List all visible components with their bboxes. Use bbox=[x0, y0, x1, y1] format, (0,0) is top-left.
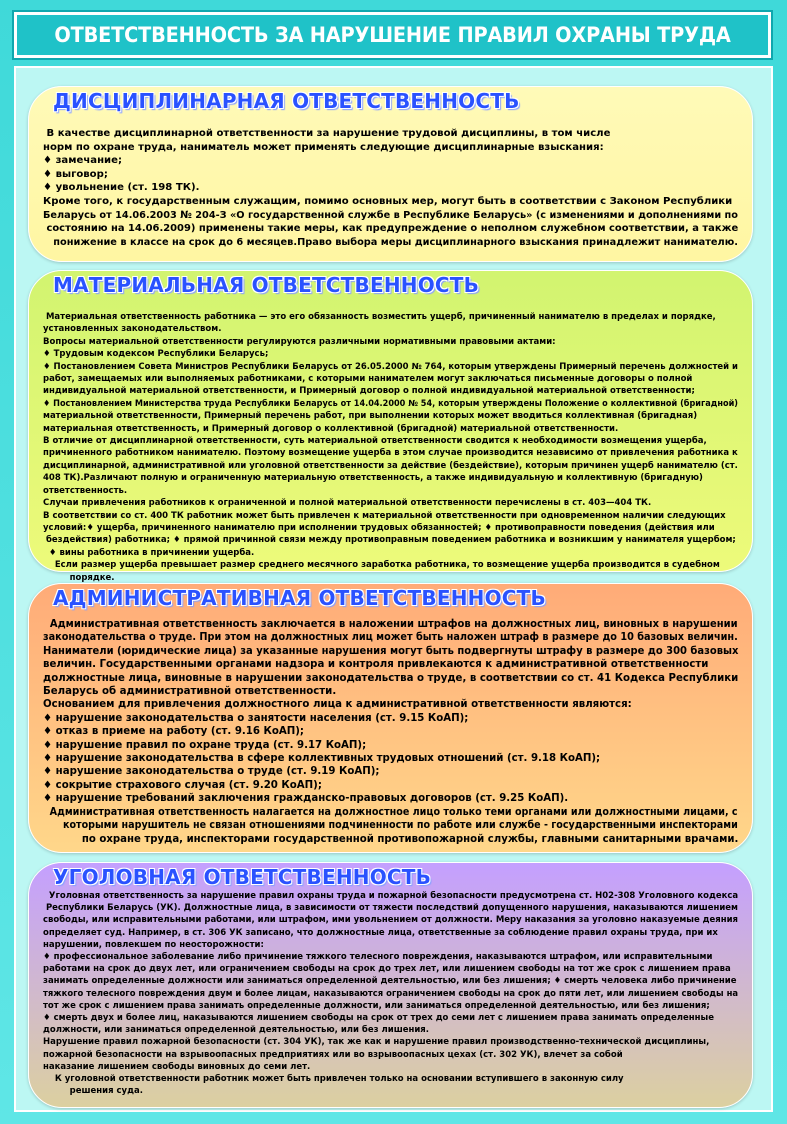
text-line: величин. Государственными органами надзора и контроля привлекаются к административной ответственности bbox=[43, 659, 709, 671]
page-title: ОТВЕТСТВЕННОСТЬ ЗА НАРУШЕНИЕ ПРАВИЛ ОХРАНЫ ТРУДА bbox=[54, 23, 731, 47]
section-body bbox=[43, 127, 738, 249]
section-heading: МАТЕРИАЛЬНАЯ ОТВЕТСТВЕННОСТЬ bbox=[53, 273, 480, 297]
text-line: которыми нарушитель не связан отношениями подчиненности по работе или службе - государственными инспекторами bbox=[43, 820, 738, 832]
text-line: ♦ нарушение законодательства в сфере коллективных трудовых отношений (ст. 9.18 КоАП); bbox=[43, 753, 601, 765]
text-line: Кроме того, к государственным служащим, помимо основных мер, могут быть в соответствии с Законом Республики bbox=[43, 195, 733, 207]
text-line: должности, или заниматься определенной деятельностью, или без лишения. bbox=[43, 1025, 429, 1036]
text-line: тот же срок с лишением права занимать определенные должности, или заниматься определенной деятельностью, или без лишения; bbox=[43, 1000, 710, 1011]
text-line: решения суда. bbox=[43, 1086, 143, 1097]
text-line: Республики Беларусь (УК). Должностные лица, в зависимости от тяжести последствий допущенного нарушения, наказываются лишением bbox=[43, 903, 738, 914]
section-body bbox=[43, 890, 738, 1097]
text-line: ♦ нарушение законодательства о занятости населения (ст. 9.15 КоАП); bbox=[43, 712, 469, 724]
text-line: ответственность. bbox=[43, 485, 128, 496]
text-line: Уголовная ответственность за нарушение правил охраны труда и пожарной безопасности предусмотрена ст. Н02-308 Уголовного кодекса bbox=[43, 891, 739, 901]
text-line: В качестве дисциплинарной ответственности за нарушение трудовой дисциплины, в том числе bbox=[43, 128, 611, 139]
text-line: ♦ сокрытие страхового случая (ст. 9.20 КоАП); bbox=[43, 779, 322, 791]
text-line: ♦ выговор; bbox=[43, 168, 108, 180]
text-line: Административная ответственность заключается в наложении штрафов на должностных лиц, виновных в нарушении bbox=[43, 619, 738, 630]
section-body bbox=[43, 618, 738, 846]
text-line: материальной ответственности, Примерный перечень работ, при выполнении которых может вводиться коллективная (бригадная) bbox=[43, 411, 698, 422]
text-line: индивидуальной материальной ответственности, и Примерный договор о полной индивидуальной материальной ответственности; bbox=[43, 386, 695, 397]
text-line: Если размер ущерба превышает размер среднего месячного заработка работника, то возмещение ущерба производится в судебном bbox=[43, 560, 720, 571]
text-line: ♦ замечание; bbox=[43, 155, 123, 167]
text-line: Нарушение правил пожарной безопасности (ст. 304 УК), так же как и нарушение правил производственно-технической дисциплины, bbox=[43, 1037, 710, 1048]
section-administrative bbox=[28, 583, 753, 853]
text-line: ♦ смерть двух и более лиц, наказываются лишением свободы на срок от трех до семи лет с лишением права занимать определенные bbox=[43, 1013, 714, 1024]
text-line: работами на срок до двух лет, или ограничением свободы на срок до трех лет, или лишением свободы на тот же срок с лишением права bbox=[43, 964, 731, 975]
section-heading: ДИСЦИПЛИНАРНАЯ ОТВЕТСТВЕННОСТЬ bbox=[53, 89, 520, 113]
text-line: работ, замещаемых или выполняемых работниками, с которыми нанимателем могут заключаться письменные договоры о полной bbox=[43, 374, 693, 385]
section-heading: УГОЛОВНАЯ ОТВЕТСТВЕННОСТЬ bbox=[53, 865, 432, 889]
text-line: бездействия) работника; ♦ прямой причинной связи между противоправным поведением работника и возникшим у нанимателя ущербом; bbox=[43, 535, 736, 546]
text-line: ♦ профессиональное заболевание либо причинение тяжкого телесного повреждения, наказываются штрафом, или исправительными bbox=[43, 952, 713, 963]
text-line: ♦ отказ в приеме на работу (ст. 9.16 КоАП); bbox=[43, 726, 304, 738]
text-line: Беларусь от 14.06.2003 № 204-З «О государственной службе в Республике Беларусь» (с изменениями и дополнениями по bbox=[43, 209, 738, 221]
text-line: ♦ Трудовым кодексом Республики Беларусь; bbox=[43, 349, 269, 360]
text-line: ♦ нарушение законодательства о труде (ст. 9.19 КоАП); bbox=[43, 766, 380, 778]
text-line: Материальная ответственность работника — это его обязанность возместить ущерб, причиненный нанимателю в пределах и порядке, bbox=[43, 312, 716, 322]
text-line: Административная ответственность налагается на должностное лицо только теми органами или должностными лицами, с bbox=[43, 806, 738, 818]
section-material bbox=[28, 270, 753, 583]
text-line: по охране труда, инспекторами государственной противопожарной службы, главными санитарными врачами. bbox=[43, 833, 739, 845]
text-line: норм по охране труда, наниматель может применять следующие дисциплинарные взыскания: bbox=[43, 141, 604, 153]
text-line: Наниматели (юридические лица) за указанные нарушения могут быть подвергнуты штрафу в размере до 300 базовых bbox=[43, 645, 739, 657]
text-line: порядке. bbox=[43, 572, 115, 583]
text-line: занимать определенные должности или заниматься определенной деятельностью, или без лишения; ♦ смерть человека либо причинение bbox=[43, 976, 737, 987]
text-line: должностные лица, виновные в нарушении законодательства о труде, в соответствии со ст. 41 Кодекса Республики bbox=[43, 672, 739, 684]
text-line: ♦ вины работника в причинении ущерба. bbox=[43, 547, 255, 558]
section-criminal bbox=[28, 862, 753, 1108]
text-line: тяжкого телесного повреждения двум и более лицам, наказываются ограничением свободы на срок до пяти лет, или лишением свободы на bbox=[43, 988, 739, 999]
text-line: состоянию на 14.06.2009) применены такие меры, как предупреждение о неполном служебном соответствии, а также bbox=[43, 223, 739, 235]
text-line: 408 ТК).Различают полную и ограниченную материальную ответственность, а также индивидуальную и коллективную (бригадную) bbox=[43, 473, 703, 484]
text-line: ♦ увольнение (ст. 198 ТК). bbox=[43, 182, 200, 194]
text-line: определяет суд. Например, в ст. 306 УК записано, что должностные лица, ответственные за соблюдение правил охраны труда, при их bbox=[43, 927, 718, 938]
text-line: ♦ нарушение требований заключения гражданско-правовых договоров (ст. 9.25 КоАП). bbox=[43, 793, 569, 805]
text-line: В отличие от дисциплинарной ответственности, суть материальной ответственности сводится к необходимости возмещения ущерба, bbox=[43, 436, 707, 447]
text-line: условий:♦ ущерба, причиненного нанимателю при исполнении трудовых обязанностей; ♦ противоправности поведения (действия или bbox=[43, 522, 715, 533]
text-line: наказание лишением свободы виновных до семи лет. bbox=[43, 1061, 311, 1072]
text-line: Вопросы материальной ответственности регулируются различными нормативными правовыми актами: bbox=[43, 336, 556, 347]
text-line: Основанием для привлечения должностного лица к административной ответственности являются: bbox=[43, 699, 632, 711]
text-line: ♦ Постановлением Совета Министров Республики Беларусь от 26.05.2000 № 764, которым утверждены Примерный перечень должностей и bbox=[43, 361, 738, 372]
text-line: установленных законодательством. bbox=[43, 324, 222, 335]
text-line: материальная ответственность, и Примерный договор о коллективной (бригадной) материальной ответственности. bbox=[43, 423, 619, 434]
section-body bbox=[43, 311, 738, 584]
text-line: ♦ Постановлением Министерства труда Республики Беларусь от 14.04.2000 № 54, которым утверждены Положение о коллективной (бригадной) bbox=[43, 398, 739, 409]
text-line: пожарной безопасности на взрывоопасных предприятиях или во взрывоопасных цехах (ст. 302 УК), влечет за собой bbox=[43, 1049, 623, 1060]
text-line: В соответствии со ст. 400 ТК работник может быть привлечен к материальной ответственности при одновременном наличии следующих bbox=[43, 510, 726, 521]
text-line: Беларусь об административной ответственности. bbox=[43, 686, 337, 698]
text-line: нарушении, повлекшем по неосторожности: bbox=[43, 939, 264, 950]
text-line: свободы, или исправительными работами, или штрафом, ими увольнением от должности. Меру наказания за уголовно наказуемые деяния bbox=[43, 915, 738, 926]
text-line: К уголовной ответственности работник может быть привлечен только на основании вступившего в законную силу bbox=[43, 1074, 624, 1085]
text-line: причиненного работником нанимателю. Поэтому возмещение ущерба в этом случае производится независимо от привлечения работника к bbox=[43, 448, 738, 459]
section-heading: АДМИНИСТРАТИВНАЯ ОТВЕТСТВЕННОСТЬ bbox=[53, 586, 546, 610]
text-line: Случаи привлечения работников к ограниченной и полной материальной ответственности перечислены в ст. 403—404 ТК. bbox=[43, 498, 652, 509]
text-line: понижение в классе на срок до 6 месяцев.Право выбора меры дисциплинарного взыскания принадлежит нанимателю. bbox=[43, 236, 738, 248]
text-line: законодательства о труде. При этом на должностных лиц может быть наложен штраф в размере до 10 базовых величин. bbox=[43, 632, 738, 644]
title-bar bbox=[14, 12, 771, 58]
text-line: ♦ нарушение правил по охране труда (ст. 9.17 КоАП); bbox=[43, 739, 367, 751]
text-line: дисциплинарной, административной или уголовной ответственности за действие (бездействие), которым причинен ущерб нанимателю (ст. bbox=[43, 460, 738, 471]
section-disciplinary bbox=[28, 86, 753, 262]
